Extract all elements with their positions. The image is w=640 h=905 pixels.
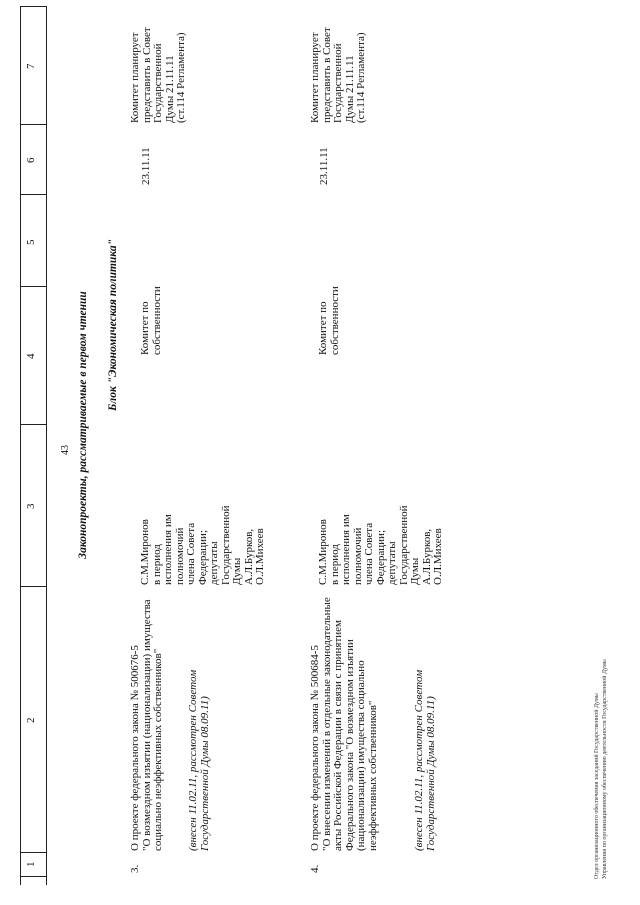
consideration-date: 23.11.11	[140, 147, 152, 185]
column-divider	[20, 852, 46, 853]
column-divider	[20, 586, 46, 587]
column-header-7: 7	[25, 63, 37, 69]
table-border-right	[20, 6, 46, 7]
column-header-4: 4	[25, 353, 37, 359]
footer-line-2: Управления по организационному обеспечению деятельности Государственной Думы	[602, 659, 608, 879]
column-header-1: 1	[25, 861, 37, 867]
block-title: Блок "Экономическая политика"	[107, 239, 119, 412]
bill-authors: С.М.Миронов в период исполнения им полномочий члена Совета Федерации; депутаты Государственной Думы А.Л.Бурков, О.Л.Михеев	[139, 505, 266, 585]
page-number: 43	[60, 445, 71, 455]
rotated-document	[20, 5, 620, 885]
column-header-2: 2	[25, 717, 37, 723]
row-number: 3.	[129, 864, 141, 873]
column-divider	[20, 194, 46, 195]
row-number: 4.	[309, 864, 321, 873]
bill-note: (внесен 11.02.11, рассмотрен Советом Государственной Думы 08.09.11)	[187, 669, 211, 851]
bill-note: (внесен 11.02.11, рассмотрен Советом Государственной Думы 08.09.11)	[413, 669, 437, 851]
bill-committee: Комитет по собственности	[139, 286, 163, 355]
column-header-3: 3	[25, 503, 37, 509]
bill-remark: Комитет планирует представить в Совет Государственной Думы 21.11.11 (ст.114 Регламента)	[129, 27, 187, 123]
column-divider	[20, 424, 46, 425]
column-header-5: 5	[25, 239, 37, 245]
consideration-date: 23.11.11	[318, 147, 330, 185]
column-header-6: 6	[25, 157, 37, 163]
header-bottom-line	[46, 6, 47, 885]
bill-remark: Комитет планирует представить в Совет Государственной Думы 21.11.11 (ст.114 Регламента)	[309, 27, 367, 123]
section-title: Законопроекты, рассматриваемые в первом чтении	[77, 291, 89, 559]
footer-line-1: Отдел организационного обеспечения заседаний Государственной Думы	[594, 693, 600, 879]
bill-committee: Комитет по собственности	[317, 286, 341, 355]
bill-title: О проекте федерального закона № 500684-5 "О внесении изменений в отдельные законодательные акты Российской Федерации в связи с принятием Федерального закона "О возмездном изъятии (национализации) имущества социально неэффективных собственников"	[309, 597, 379, 851]
bill-authors: С.М.Миронов в период исполнения им полномочий члена Совета Федерации; депутаты Государственной Думы А.Л.Бурков, О.Л.Михеев	[317, 505, 444, 585]
column-divider	[20, 286, 46, 287]
bill-title: О проекте федерального закона № 500676-5 "О возмездном изъятии (национализации) имущества социально неэффективных собственников"	[129, 599, 164, 851]
table-top-line	[20, 6, 21, 885]
column-divider	[20, 124, 46, 125]
table-border-left	[20, 876, 46, 877]
